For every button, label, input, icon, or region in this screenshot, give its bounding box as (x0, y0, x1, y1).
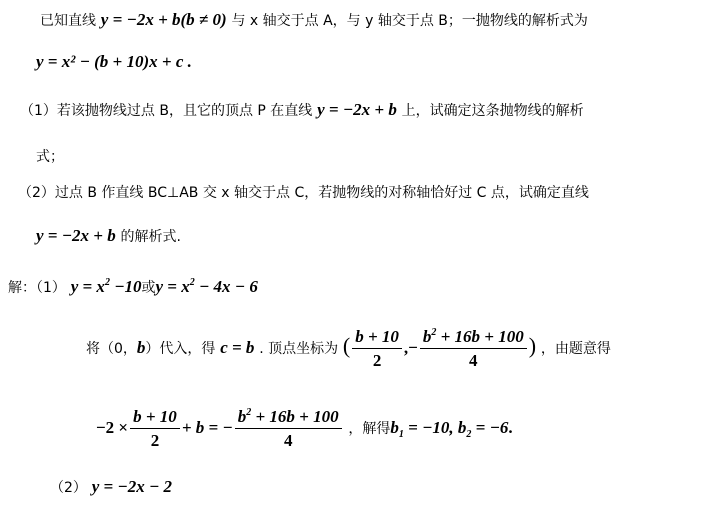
solution-line-2 (86, 322, 611, 373)
vertex-comma: , (403, 338, 409, 357)
solution-label: 解：（1） (8, 280, 66, 296)
sub-b: b (136, 338, 146, 357)
problem-line-2 (36, 52, 192, 72)
q1-text-a: （1）若该抛物线过点 B，且它的顶点 P 在直线 (20, 103, 313, 119)
intro-condition: (b ≠ 0) (180, 10, 227, 29)
problem-line-1 (40, 10, 588, 31)
vertex-x-denominator: 2 (372, 351, 382, 370)
vertex-y-denominator: 4 (469, 351, 478, 370)
solution-line-4 (50, 477, 172, 498)
intro-text-a: 已知直线 (40, 13, 96, 29)
solution-line-1 (8, 277, 258, 298)
vertex-y-fraction (420, 327, 527, 371)
sub-equation: c = b (220, 338, 255, 357)
roots: $b_1 = -10$, $b_2 = -6$ (390, 418, 509, 440)
eq-mid: + b = − (181, 418, 233, 437)
eq-denominator-2: 4 (283, 431, 293, 450)
q2-text-a: （2）过点 B 作直线 BC⊥AB 交 x 轴交于点 C，若抛物线的对称轴恰好过 C 点，试确定直线 (18, 185, 589, 201)
q2-equation: y = −2x + b (36, 226, 116, 245)
sub-text-c: ）代入，得 (145, 341, 216, 357)
vertex-x-fraction (352, 327, 402, 371)
vertex-neg: − (408, 338, 418, 357)
q1-equation: y = −2x + b (317, 100, 397, 119)
answer-or: 或 (141, 280, 156, 296)
q1-text-c: 式； (36, 149, 64, 165)
vertex-x-numerator: b + 10 (352, 327, 402, 349)
vertex-open-paren: ( (342, 333, 351, 358)
sub-text-e: ，由题意得 (540, 341, 611, 357)
question-2-line-2 (36, 226, 181, 247)
solution-line-3 (96, 404, 513, 453)
question-1-line-1 (20, 100, 584, 121)
intro-text-b: 与 x 轴交于点 A，与 y 轴交于点 B；一抛物线的解析式为 (231, 13, 588, 29)
eq-lhs: −2 × (96, 418, 129, 437)
q2-text-b: 的解析式. (120, 229, 181, 245)
vertex-y-numerator: $b^2 + 16b + 100$ (420, 327, 527, 349)
q1-text-b: 上，试确定这条抛物线的解析 (401, 103, 584, 119)
eq-tail: ，解得 (348, 421, 391, 437)
question-2-line-1 (18, 182, 589, 203)
question-1-line-2 (36, 146, 64, 167)
eq-fraction-1 (130, 407, 180, 451)
answer-1a: $y = x^2 -10$ (70, 277, 142, 296)
intro-line-equation: y = −2x + b (100, 10, 181, 29)
answer-1b: $y = x^2 - 4x - 6$ (155, 277, 258, 296)
part-2-label: （2） (50, 480, 87, 496)
eq-fraction-2 (235, 407, 342, 451)
eq-numerator-1: b + 10 (130, 407, 180, 429)
roots-period: . (508, 418, 513, 437)
vertex-close-paren: ) (528, 333, 537, 358)
sub-text-a: 将（0， (86, 341, 137, 357)
eq-numerator-2: $b^2 + 16b + 100$ (235, 407, 342, 429)
part-2-answer: y = −2x − 2 (91, 477, 173, 496)
sub-text-d: . 顶点坐标为 (259, 341, 339, 357)
eq-denominator-1: 2 (150, 431, 160, 450)
parabola-equation: y = x² − (b + 10)x + c . (36, 52, 192, 71)
